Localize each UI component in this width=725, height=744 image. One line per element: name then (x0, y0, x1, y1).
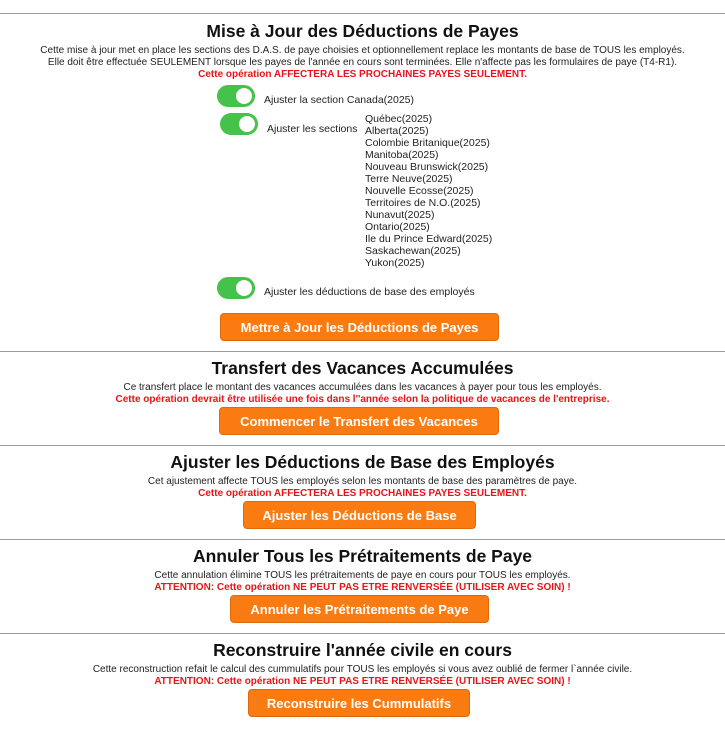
province-item: Ontario(2025) (365, 221, 430, 233)
section-title: Reconstruire l'année civile en cours (213, 640, 512, 660)
section-rebuild-year (0, 633, 725, 734)
province-item: Terre Neuve(2025) (365, 173, 453, 185)
toggle-base-deductions[interactable] (217, 277, 255, 299)
cancel-pretreatments-button[interactable]: Annuler les Prétraitements de Paye (230, 595, 489, 623)
warning-text: Cette opération devrait être utilisée une fois dans l''année selon la politique de vacances de l'entreprise. (115, 394, 610, 405)
toggle-base-deductions-label: Ajuster les déductions de base des employés (264, 286, 475, 298)
province-item: Colombie Britanique(2025) (365, 137, 490, 149)
province-item: Territoires de N.O.(2025) (365, 197, 481, 209)
adjust-base-deductions-button[interactable]: Ajuster les Déductions de Base (243, 501, 476, 529)
warning-text: ATTENTION: Cette opération NE PEUT PAS ETRE RENVERSÉE (UTILISER AVEC SOIN) ! (154, 676, 571, 687)
section-title: Ajuster les Déductions de Base des Employés (170, 452, 555, 472)
update-deductions-button[interactable]: Mettre à Jour les Déductions de Payes (220, 313, 499, 341)
province-item: Nunavut(2025) (365, 209, 435, 221)
warning-text: Cette opération AFFECTERA LES PROCHAINES PAYES SEULEMENT. (198, 488, 527, 499)
section-vacation-transfer (0, 351, 725, 445)
province-item: Yukon(2025) (365, 257, 425, 269)
section-description-2: Elle doit être effectuée SEULEMENT lorsque les payes de l'année en cours sont terminées. Elle n'affecte pas les formulaires de paye (T4-R1). (47, 57, 678, 68)
section-description: Cet ajustement affecte TOUS les employés selon les montants de base des paramètres de paye. (147, 476, 578, 487)
province-item: Ile du Prince Edward(2025) (365, 233, 493, 245)
section-description: Cette mise à jour met en place les sections des D.A.S. de paye choisies et optionnellement replace les montants de base de TOUS les employés. (40, 45, 685, 56)
toggle-knob (236, 280, 252, 296)
province-item: Nouvelle Ecosse(2025) (365, 185, 474, 197)
toggle-knob (236, 88, 252, 104)
toggle-sections[interactable] (220, 113, 258, 135)
province-item: Manitoba(2025) (365, 149, 439, 161)
toggle-knob (239, 116, 255, 132)
province-item: Alberta(2025) (365, 125, 429, 137)
section-description: Cette reconstruction refait le calcul des cummulatifs pour TOUS les employés si vous avez oublié de fermer l`année civile. (92, 664, 633, 675)
section-base-deductions (0, 445, 725, 539)
toggle-canada-label: Ajuster la section Canada(2025) (264, 94, 415, 106)
section-update-deductions (0, 13, 725, 351)
province-item: Saskachewan(2025) (365, 245, 461, 257)
rebuild-cumulatives-button[interactable]: Reconstruire les Cummulatifs (248, 689, 470, 717)
province-list (365, 113, 492, 269)
toggle-sections-label: Ajuster les sections (267, 123, 358, 135)
province-item: Québec(2025) (365, 113, 433, 125)
section-title: Transfert des Vacances Accumulées (211, 358, 514, 378)
section-cancel-pretreatments (0, 539, 725, 633)
section-title: Mise à Jour des Déductions de Payes (206, 21, 519, 41)
province-item: Nouveau Brunswick(2025) (365, 161, 489, 173)
section-description: Cette annulation élimine TOUS les prétraitements de paye en cours pour TOUS les employés. (154, 570, 571, 581)
section-title: Annuler Tous les Prétraitements de Paye (192, 546, 533, 566)
toggle-canada[interactable] (217, 85, 255, 107)
warning-text: Cette opération AFFECTERA LES PROCHAINES PAYES SEULEMENT. (198, 69, 527, 80)
warning-text: ATTENTION: Cette opération NE PEUT PAS ETRE RENVERSÉE (UTILISER AVEC SOIN) ! (154, 582, 571, 593)
section-description: Ce transfert place le montant des vacances accumulées dans les vacances à payer pour tous les employés. (123, 382, 602, 393)
start-vacation-transfer-button[interactable]: Commencer le Transfert des Vacances (219, 407, 499, 435)
